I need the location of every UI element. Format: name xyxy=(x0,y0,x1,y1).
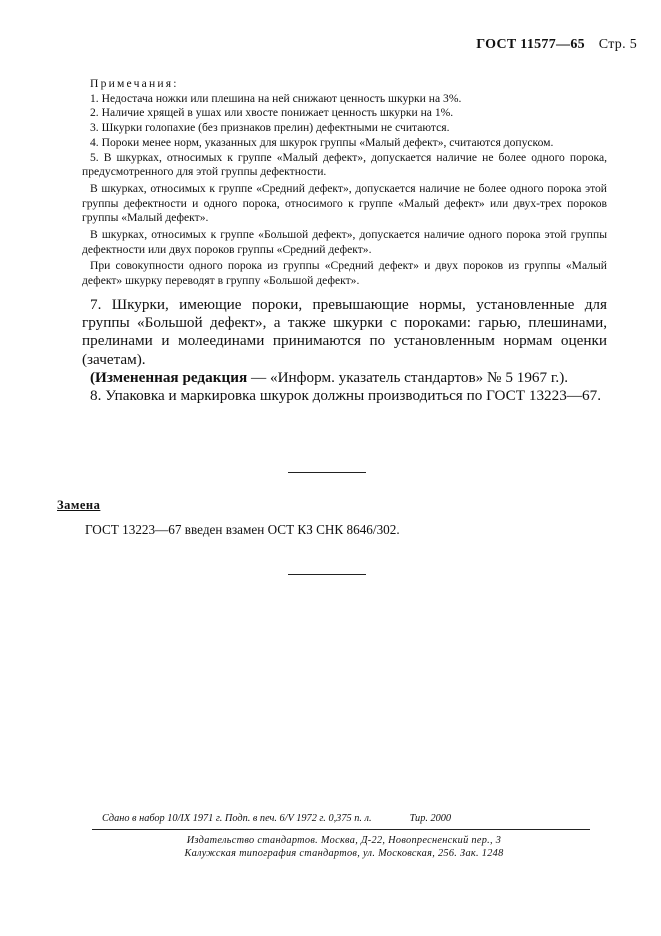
amendment-source: — «Информ. указатель стандартов» № 5 1967 г.). xyxy=(247,368,569,386)
note-4: 4. Пороки менее норм, указанных для шкурок группы «Малый дефект», считаются допуском. xyxy=(90,135,554,149)
divider-top xyxy=(288,472,366,473)
footer-rule xyxy=(92,829,590,830)
publisher-line-2: Калужская типография стандартов, ул. Московская, 256. Зак. 1248 xyxy=(184,848,504,859)
note-5-combination: При совокупности одного порока из группы «Средний дефект» и двух пороков из группы «Малый дефект» шкурку переводят в группу «Большой дефект». xyxy=(82,259,607,288)
clause-8: 8. Упаковка и маркировка шкурок должны производиться по ГОСТ 13223—67. xyxy=(90,387,602,405)
note-1: 1. Недостача ножки или плешина на ней снижают ценность шкурки на 3%. xyxy=(90,91,462,105)
amendment-note xyxy=(82,369,607,387)
clause-7: 7. Шкурки, имеющие пороки, превышающие нормы, установленные для группы «Большой дефект», а также шкурки с пороками: гарью, плешинами, прелинами и молеединами принимаются по установленным нормам оценки (зачетам). xyxy=(82,296,607,368)
amendment-label: (Измененная редакция xyxy=(90,368,248,386)
page-header xyxy=(476,37,637,53)
note-5-medium-defect: В шкурках, относимых к группе «Средний дефект», допускается наличие не более одного порока этой группы дефектности и одного порока, относимого к группе «Малый дефект» или двух-трех пороков группы «Малый дефект». xyxy=(82,181,607,225)
replacement-section xyxy=(57,498,617,538)
note-5-large-defect: В шкурках, относимых к группе «Большой дефект», допускается наличие одного порока этой группы дефектности или двух пороков группы «Средний дефект». xyxy=(82,228,607,256)
publisher-block xyxy=(84,834,604,860)
publisher-line-1: Издательство стандартов. Москва, Д-22, Новопресненский пер., 3 xyxy=(186,835,502,846)
replacement-label: Замена xyxy=(57,498,101,512)
page-number: Стр. 5 xyxy=(598,37,637,52)
notes-section xyxy=(82,77,607,289)
imprint-details: Сдано в набор 10/IX 1971 г. Подп. в печ. 6/V 1972 г. 0,375 п. л. xyxy=(102,813,372,824)
standard-number: ГОСТ 11577—65 xyxy=(476,37,585,52)
print-run: Тир. 2000 xyxy=(409,813,452,824)
main-clauses xyxy=(82,296,607,405)
note-2: 2. Наличие хрящей в ушах или хвосте понижает ценность шкурки на 1%. xyxy=(90,106,454,120)
notes-title: Примечания: xyxy=(90,77,179,90)
divider-bottom xyxy=(288,574,366,575)
note-5: 5. В шкурках, относимых к группе «Малый дефект», допускается наличие не более одного порока, предусмотренного для этой группы дефектности. xyxy=(82,150,607,179)
note-3: 3. Шкурки голопахие (без признаков прелин) дефектными не считаются. xyxy=(90,121,450,135)
imprint-line xyxy=(102,813,602,824)
replacement-text: ГОСТ 13223—67 введен взамен ОСТ КЗ СНК 8646/302. xyxy=(85,522,400,537)
